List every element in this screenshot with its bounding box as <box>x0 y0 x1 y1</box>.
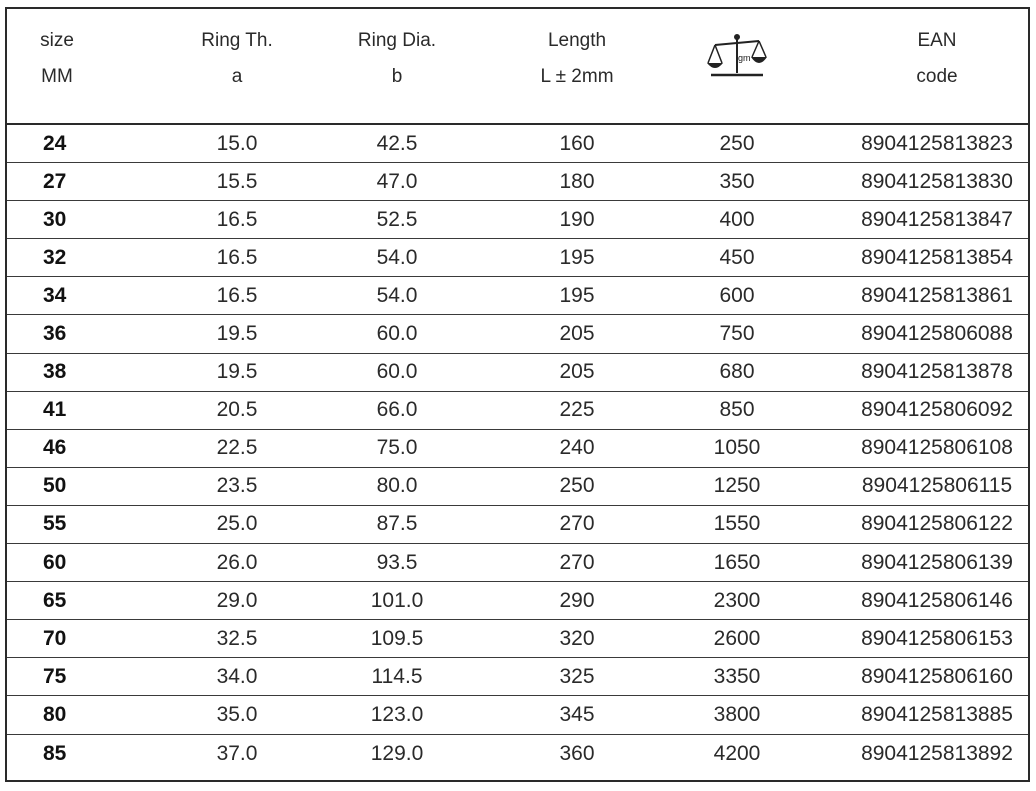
weight-cell: 750 <box>719 322 755 346</box>
weight-cell: 600 <box>719 283 755 307</box>
ean-cell: 8904125806122 <box>861 512 1013 536</box>
size-cell: 60 <box>43 550 67 574</box>
weight-cell: 4200 <box>713 741 761 765</box>
ean-cell: 8904125806108 <box>861 436 1013 460</box>
ring-thickness-cell: 16.5 <box>216 283 258 307</box>
size-cell: 24 <box>43 131 67 155</box>
weight-cell: 850 <box>719 398 755 422</box>
table-row <box>7 735 1028 773</box>
table-row <box>7 506 1028 544</box>
table-row <box>7 544 1028 582</box>
length-cell: 270 <box>559 512 595 536</box>
size-cell: 55 <box>43 512 67 536</box>
ring-thickness-cell: 19.5 <box>216 322 258 346</box>
header-ean-line2: code <box>916 66 958 87</box>
spec-table <box>5 7 1030 782</box>
size-cell: 34 <box>43 283 67 307</box>
header-ring-thickness <box>187 23 287 95</box>
weight-cell: 3800 <box>713 702 761 726</box>
table-row <box>7 201 1028 239</box>
ring-thickness-cell: 16.5 <box>216 207 258 231</box>
length-cell: 195 <box>559 283 595 307</box>
ring-thickness-cell: 26.0 <box>216 550 258 574</box>
ean-cell: 8904125813892 <box>861 741 1013 765</box>
table-row <box>7 696 1028 734</box>
ring-diameter-cell: 129.0 <box>370 741 424 765</box>
ring-thickness-cell: 16.5 <box>216 245 258 269</box>
weight-cell: 250 <box>719 131 755 155</box>
table-row <box>7 582 1028 620</box>
weight-cell: 1250 <box>713 474 761 498</box>
table-row <box>7 277 1028 315</box>
header-ring-diameter <box>337 23 457 95</box>
header-ring-thickness-line1: Ring Th. <box>201 30 273 51</box>
ean-cell: 8904125806146 <box>861 588 1013 612</box>
table-row <box>7 620 1028 658</box>
size-cell: 46 <box>43 436 67 460</box>
header-ring-thickness-line2: a <box>231 66 243 87</box>
length-cell: 195 <box>559 245 595 269</box>
ring-thickness-cell: 19.5 <box>216 360 258 384</box>
length-cell: 320 <box>559 626 595 650</box>
size-cell: 32 <box>43 245 67 269</box>
weight-cell: 1650 <box>713 550 761 574</box>
ring-diameter-cell: 54.0 <box>376 245 418 269</box>
ean-cell: 8904125813885 <box>861 702 1013 726</box>
ean-cell: 8904125806115 <box>861 474 1013 498</box>
weight-cell: 680 <box>719 360 755 384</box>
length-cell: 345 <box>559 702 595 726</box>
ean-cell: 8904125813878 <box>861 360 1013 384</box>
size-cell: 75 <box>43 664 67 688</box>
ring-diameter-cell: 75.0 <box>376 436 418 460</box>
ean-cell: 8904125813854 <box>861 245 1013 269</box>
ring-thickness-cell: 29.0 <box>216 588 258 612</box>
table-row <box>7 658 1028 696</box>
size-cell: 30 <box>43 207 67 231</box>
ring-thickness-cell: 34.0 <box>216 664 258 688</box>
ring-thickness-cell: 32.5 <box>216 626 258 650</box>
size-cell: 38 <box>43 360 67 384</box>
ring-diameter-cell: 54.0 <box>376 283 418 307</box>
weight-cell: 2300 <box>713 588 761 612</box>
ring-diameter-cell: 87.5 <box>376 512 418 536</box>
length-cell: 270 <box>559 550 595 574</box>
header-ring-diameter-line2: b <box>391 66 403 87</box>
ring-diameter-cell: 42.5 <box>376 131 418 155</box>
ring-diameter-cell: 109.5 <box>370 626 424 650</box>
size-cell: 27 <box>43 169 67 193</box>
ring-diameter-cell: 52.5 <box>376 207 418 231</box>
header-length-line2: L ± 2mm <box>540 66 614 87</box>
length-cell: 190 <box>559 207 595 231</box>
ean-cell: 8904125813823 <box>861 131 1013 155</box>
length-cell: 290 <box>559 588 595 612</box>
table-header <box>7 9 1028 125</box>
ring-diameter-cell: 114.5 <box>371 664 423 688</box>
weight-cell: 450 <box>719 245 755 269</box>
ean-cell: 8904125813830 <box>861 169 1013 193</box>
weight-cell: 350 <box>719 169 755 193</box>
table-row <box>7 392 1028 430</box>
ring-thickness-cell: 37.0 <box>216 741 258 765</box>
length-cell: 205 <box>559 360 595 384</box>
weight-cell: 1550 <box>713 512 761 536</box>
ring-diameter-cell: 66.0 <box>376 398 418 422</box>
ean-cell: 8904125806153 <box>861 626 1013 650</box>
ring-thickness-cell: 25.0 <box>216 512 258 536</box>
table-body <box>7 125 1028 773</box>
ring-diameter-cell: 93.5 <box>376 550 418 574</box>
length-cell: 360 <box>559 741 595 765</box>
table-row <box>7 239 1028 277</box>
ring-thickness-cell: 15.0 <box>216 131 258 155</box>
weight-cell: 1050 <box>713 436 761 460</box>
ring-diameter-cell: 47.0 <box>376 169 418 193</box>
ring-diameter-cell: 123.0 <box>370 702 424 726</box>
length-cell: 225 <box>559 398 595 422</box>
header-size-line1: size <box>40 30 74 51</box>
size-cell: 41 <box>43 398 67 422</box>
table-row <box>7 354 1028 392</box>
header-length <box>517 23 637 95</box>
table-row <box>7 163 1028 201</box>
ean-cell: 8904125806139 <box>861 550 1013 574</box>
weight-unit-label: gm <box>738 53 751 63</box>
header-ean <box>867 23 1007 95</box>
ring-diameter-cell: 60.0 <box>376 322 418 346</box>
ean-cell: 8904125806088 <box>861 322 1013 346</box>
table-row <box>7 468 1028 506</box>
weight-cell: 400 <box>719 207 755 231</box>
length-cell: 325 <box>559 664 595 688</box>
header-size <box>27 23 87 95</box>
ring-thickness-cell: 22.5 <box>216 436 258 460</box>
weight-cell: 3350 <box>713 664 761 688</box>
size-cell: 50 <box>43 474 67 498</box>
ring-thickness-cell: 35.0 <box>216 702 258 726</box>
ring-diameter-cell: 60.0 <box>376 360 418 384</box>
ean-cell: 8904125813847 <box>861 207 1013 231</box>
size-cell: 85 <box>43 741 67 765</box>
ring-thickness-cell: 23.5 <box>216 474 258 498</box>
table-row <box>7 430 1028 468</box>
length-cell: 250 <box>559 474 595 498</box>
size-cell: 70 <box>43 626 67 650</box>
length-cell: 180 <box>559 169 595 193</box>
header-ean-line1: EAN <box>917 30 957 51</box>
size-cell: 80 <box>43 702 67 726</box>
ring-thickness-cell: 20.5 <box>216 398 258 422</box>
ring-diameter-cell: 101.0 <box>370 588 424 612</box>
ean-cell: 8904125806160 <box>861 664 1013 688</box>
ean-cell: 8904125806092 <box>861 398 1013 422</box>
header-weight <box>702 27 772 96</box>
length-cell: 240 <box>559 436 595 460</box>
length-cell: 160 <box>559 131 595 155</box>
length-cell: 205 <box>559 322 595 346</box>
table-row <box>7 125 1028 163</box>
size-cell: 65 <box>43 588 67 612</box>
table-row <box>7 315 1028 353</box>
size-cell: 36 <box>43 322 67 346</box>
header-size-line2: MM <box>41 66 73 87</box>
balance-scale-icon <box>705 27 769 83</box>
weight-cell: 2600 <box>713 626 761 650</box>
ean-cell: 8904125813861 <box>861 283 1013 307</box>
header-length-line1: Length <box>547 30 607 51</box>
ring-thickness-cell: 15.5 <box>216 169 258 193</box>
ring-diameter-cell: 80.0 <box>376 474 418 498</box>
header-ring-diameter-line1: Ring Dia. <box>357 30 437 51</box>
